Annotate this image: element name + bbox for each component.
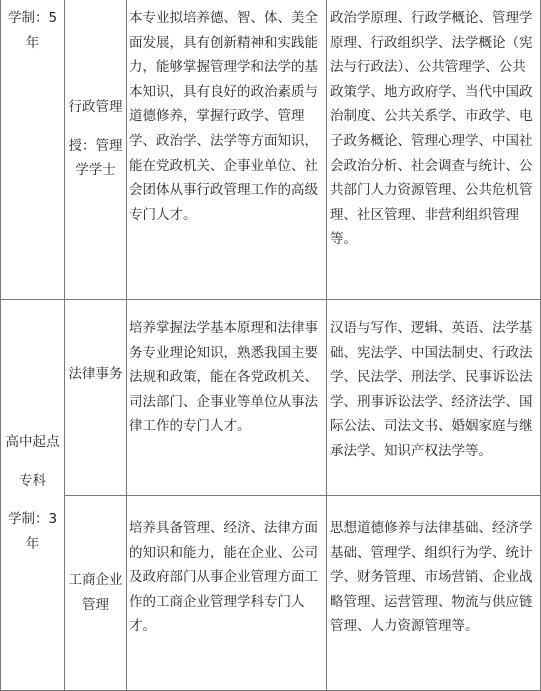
level-line: 高中起点 xyxy=(5,434,60,450)
courses-text: 思想道德修养与法律基础、经济学基础、管理学、组织行为学、统计学、财务管理、市场营销、企业战略管理、运营管理、物流与供应链管理、人力资源管理等。 xyxy=(330,520,533,635)
table-row xyxy=(1,300,541,496)
major-cell xyxy=(65,496,127,691)
major-line: 法律事务 xyxy=(68,366,123,382)
major-line: 行政管理 xyxy=(68,99,123,115)
table-row xyxy=(1,496,541,691)
level-line: 专科 xyxy=(19,472,46,489)
objective-text: 本专业拟培养德、智、体、美全面发展，具有创新精神和实践能力，能够掌握管理学和法学的基本知识，具有良好的政治素质与道德修养，掌握行政学、管理学、政治学、法学等方面知识，能在党政机关、企事业单位、社会团体从事行政管理工作的高级专门人才。 xyxy=(129,10,318,223)
objective-cell xyxy=(127,496,327,691)
courses-text: 汉语与写作、逻辑、英语、法学基础、宪法学、中国法制史、行政法学、民法学、刑法学、民事诉讼法学、刑事诉讼法学、经济法学、国际公法、司法文书、婚姻家庭与继承法学、知识产权法学等。 xyxy=(330,320,533,459)
major-cell xyxy=(65,0,127,300)
level-line: 年 xyxy=(25,34,40,51)
level-cell xyxy=(1,0,65,300)
level-line: 学制：3 xyxy=(7,511,58,528)
major-cell xyxy=(65,300,127,496)
table-row xyxy=(1,0,541,300)
major-line: 授：管理 xyxy=(68,137,123,154)
objective-text: 培养具备管理、经济、法律方面的知识和能力，能在企业、公司及政府部门从事企业管理方面工作的工商企业管理学科专门人才。 xyxy=(129,520,318,635)
level-line: 学制：5 xyxy=(7,10,58,26)
level-line: 年 xyxy=(25,535,40,552)
major-line: 工商企业 xyxy=(68,572,123,588)
major-line: 管理 xyxy=(82,596,109,613)
major-line: 学学士 xyxy=(75,162,116,179)
objective-cell xyxy=(127,0,327,300)
objective-cell xyxy=(127,300,327,496)
courses-cell xyxy=(327,496,541,691)
courses-text: 政治学原理、行政学概论、管理学原理、行政组织学、法学概论（宪法与行政法）、公共管理学、公共政策学、地方政府学、当代中国政治制度、公共关系学、市政学、电子政务概论、管理心理学、中国社会政治分析、社会调查与统计、公共部门人力资源管理、公共危机管理、社区管理、非营利组织管理等。 xyxy=(330,10,533,248)
level-cell xyxy=(1,300,65,691)
courses-cell xyxy=(327,0,541,300)
objective-text: 培养掌握法学基本原理和法律事务专业理论知识，熟悉我国主要法规和政策，能在各党政机关、司法部门、企事业等单位从事法律工作的专门人才。 xyxy=(129,320,318,435)
courses-cell xyxy=(327,300,541,496)
